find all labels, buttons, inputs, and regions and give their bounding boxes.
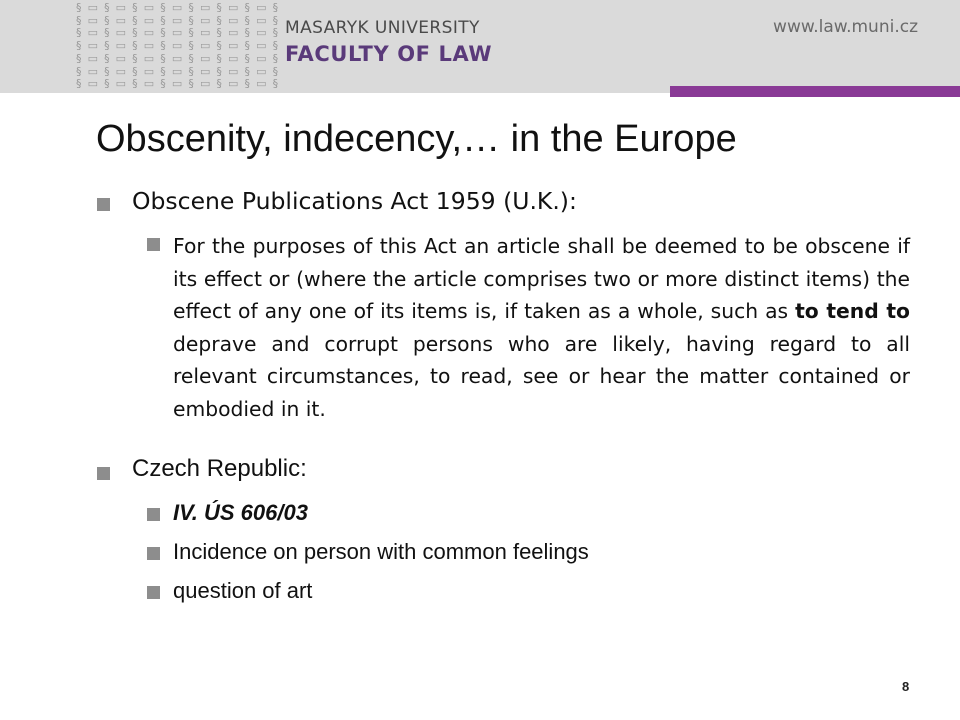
bullet-square-icon <box>147 586 160 599</box>
bullet-item-uk-act: Obscene Publications Act 1959 (U.K.): <box>132 187 577 215</box>
university-name: MASARYK UNIVERSITY <box>285 18 480 38</box>
university-logo-pattern: § ▭ § ▭ § ▭ § ▭ § ▭ § ▭ § ▭ § ▭ § ▭ § ▭ § ▭ § ▭ § ▭ § ▭ § ▭ § ▭ § ▭ § ▭ § ▭ § ▭ § ▭ § ▭ § ▭ § ▭ § ▭ § ▭ § ▭ § ▭ § ▭ § ▭ § ▭ § ▭ § ▭ § ▭ § ▭ § ▭ § ▭ § ▭ § ▭ § ▭ § ▭ § ▭ <box>76 1 240 91</box>
bullet-square-icon <box>147 238 160 251</box>
accent-bar <box>670 86 960 97</box>
bullet-square-icon <box>97 198 110 211</box>
bullet-square-icon <box>147 508 160 521</box>
sub-item-common-feelings: Incidence on person with common feelings <box>173 539 589 564</box>
website-url[interactable]: www.law.muni.cz <box>773 17 918 37</box>
definition-text-start: For the purposes of this Act an article shall be deemed to be obscene if its effect or (where the article comprises two or more distinct items) the effect of any one of its items is, if taken as a whole, such as <box>173 234 910 323</box>
faculty-name: FACULTY OF LAW <box>285 42 493 66</box>
definition-text-end: deprave and corrupt persons who are likely, having regard to all relevant circumstances, to read, see or hear the matter contained or embodied in it. <box>173 331 910 421</box>
bullet-square-icon <box>97 467 110 480</box>
definition-text-emphasis: to tend to <box>795 299 910 323</box>
case-reference: IV. ÚS 606/03 <box>173 500 308 525</box>
bullet-item-czech-republic: Czech Republic: <box>132 455 307 482</box>
page-number: 8 <box>902 679 910 694</box>
definition-paragraph <box>173 230 910 425</box>
bullet-square-icon <box>147 547 160 560</box>
slide-title: Obscenity, indecency,… in the Europe <box>96 118 737 160</box>
sub-item-question-of-art: question of art <box>173 578 313 603</box>
